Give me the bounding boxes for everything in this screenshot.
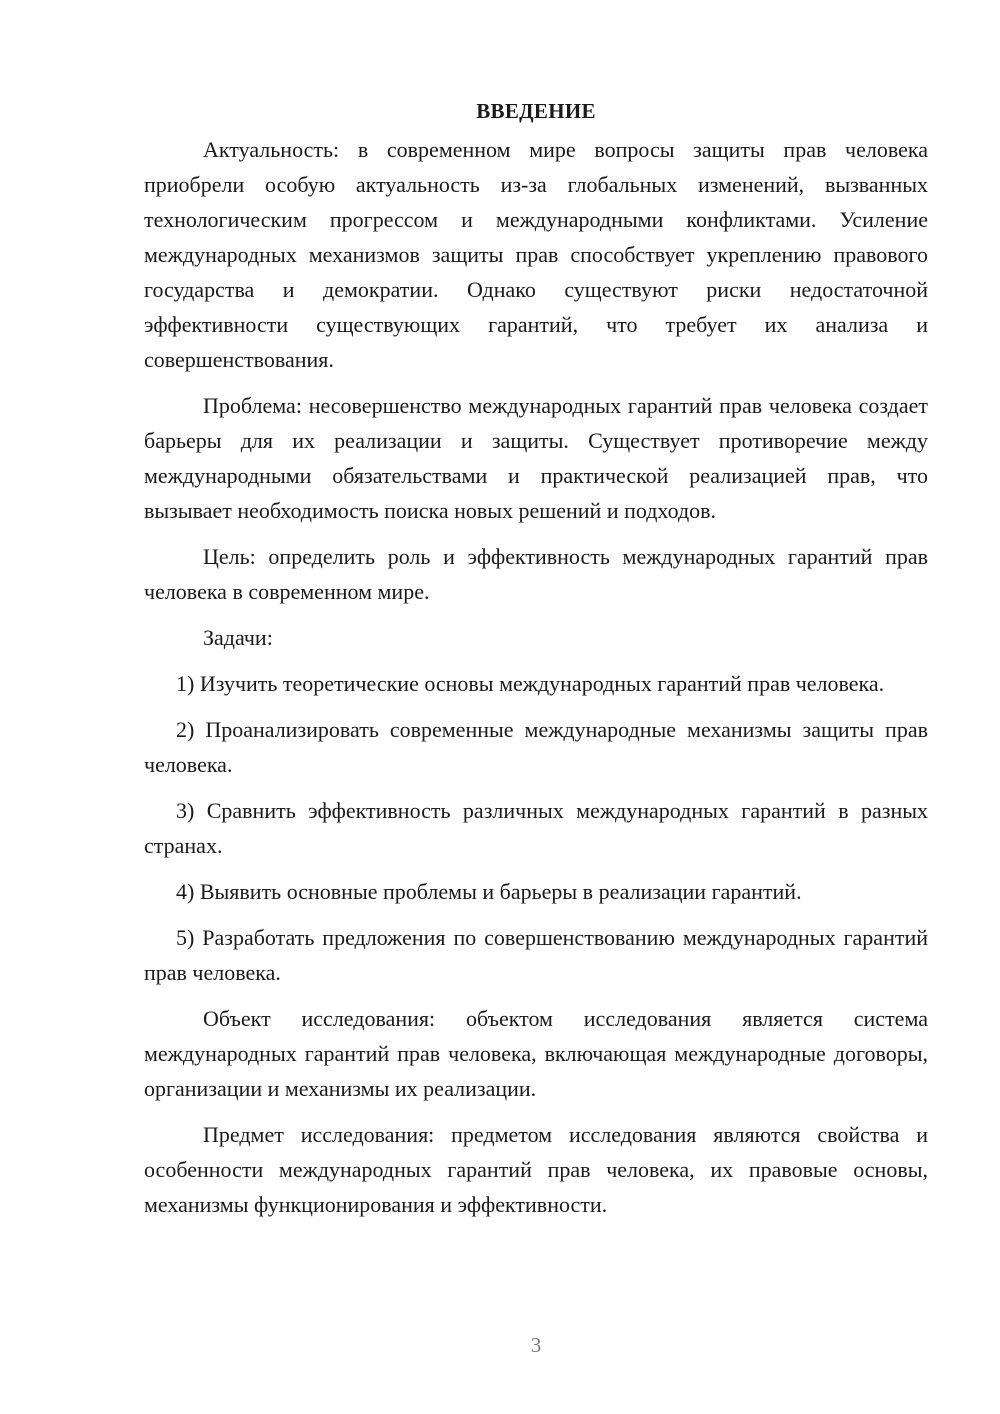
goal-paragraph: Цель: определить роль и эффективность международных гарантий прав человека в современном мире. [144, 544, 928, 604]
task-item-1: 1) Изучить теоретические основы международных гарантий прав человека. [176, 671, 885, 696]
section-title: ВВЕДЕНИЕ [476, 99, 596, 123]
task-item-5: 5) Разработать предложения по совершенствованию международных гарантий прав человека. [144, 925, 928, 985]
problem-paragraph: Проблема: несовершенство международных гарантий прав человека создает барьеры для их реализации и защиты. Существует противоречие между международными обязательствами и практической реализацией прав, что вызывает необходимость поиска новых решений и подходов. [144, 393, 928, 523]
subject-paragraph: Предмет исследования: предметом исследования являются свойства и особенности международных гарантий прав человека, их правовые основы, механизмы функционирования и эффективности. [144, 1122, 928, 1217]
tasks-heading: Задачи: [203, 625, 273, 650]
task-item-2: 2) Проанализировать современные международные механизмы защиты прав человека. [144, 717, 928, 777]
task-item-3: 3) Сравнить эффективность различных международных гарантий в разных странах. [144, 798, 928, 858]
object-paragraph: Объект исследования: объектом исследования является система международных гарантий прав человека, включающая международные договоры, организации и механизмы их реализации. [144, 1006, 928, 1101]
task-item-4: 4) Выявить основные проблемы и барьеры в реализации гарантий. [176, 879, 802, 904]
relevance-paragraph: Актуальность: в современном мире вопросы защиты прав человека приобрели особую актуальность из-за глобальных изменений, вызванных технологическим прогрессом и международными конфликтами. Усиление международных механизмов защиты прав способствует укреплению правового государства и демократии. Однако существуют риски недостаточной эффективности существующих гарантий, что требует их анализа и совершенствования. [144, 137, 928, 372]
document-page [144, 94, 928, 1233]
page-number: 3 [530, 1333, 542, 1357]
